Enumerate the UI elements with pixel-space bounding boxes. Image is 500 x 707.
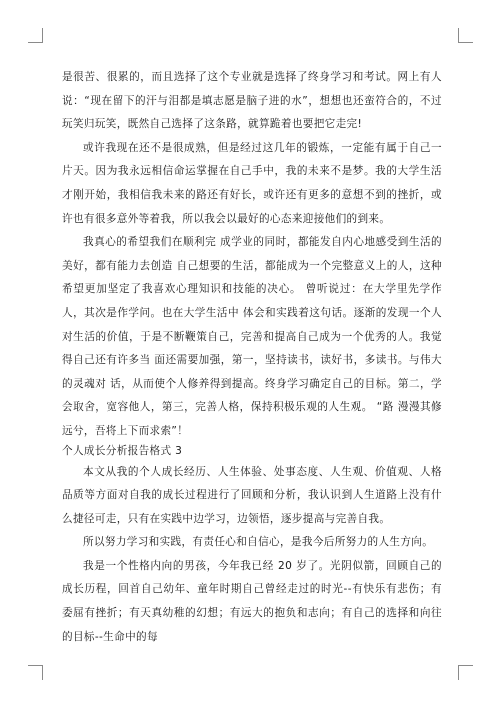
paragraph-4: 本文从我的个人成长经历、人生体验、处事态度、人生观、价值观、人格品质等方面对自我的成长过程进行了回顾和分析，我认识到人生道路上没有什么捷径可走，只有在实践中边学习，边领悟，逐步提高与完善自我。 — [62, 465, 442, 525]
paragraph-2: 或许我现在还不是很成熟，但是经过这几年的锻炼，一定能有属于自己一片天。因为我永远相信命运掌握在自己手中，我的未来不是梦。我的大学生活才刚开始，我相信我未来的路还有好长，或许还有更多的意想不到的挫折，或许也有很多意外等着我，所以我会以最好的心态来迎接他们的到来。 — [62, 141, 442, 225]
paragraph-5: 所以努力学习和实践，有责任心和自信心，是我今后所努力的人生方向。 — [83, 536, 434, 549]
crop-mark-top-right — [458, 28, 473, 43]
paragraph-6: 我是一个性格内向的男孩，今年我已经 20 岁了。光阴似箭，回顾自己的成长历程，回首自己幼年、童年时期自己曾经走过的时光--有快乐有悲伤；有委屈有挫折；有天真幼稚的幻想；有远大的抱负和志向；有自己的选择和向往的目标--生命中的每 — [62, 559, 442, 643]
crop-mark-top-left — [28, 28, 43, 43]
paragraph-1: 是很苦、很累的，而且选择了这个专业就是选择了终身学习和考试。网上有人说：“现在留下的汗与泪都是填志愿是脑子进的水”，想想也还蛮符合的，不过玩笑归玩笑，既然自己选择了这条路，就算跪着也要把它走完! — [62, 71, 442, 131]
document-body — [62, 66, 442, 649]
crop-mark-bottom-right — [458, 665, 473, 680]
paragraph-3: 我真心的希望我们在顺利完 成学业的同时，都能发自内心地感受到生活的美好，都有能力去创造 自己想要的生活，都能成为一个完整意义上的人，这种希望更加坚定了我喜欢心理知识和技能的决心。 曾听说过：在大学里先学作人，其次是作学问。也在大学生活中 体会和实践着这句话。逐渐的发现一个人对生活的价值，于是不断鞭策自己，完善和提高自己成为一个优秀的人。我觉得自己还有许多当 面还需要加强，第一，坚持读书，读好书，多读书。与伟大的灵魂对 话，从而使个人修养得到提高。终身学习确定自己的目标。第二，学 会取舍，宽容他人，第三，完善人格，保持积极乐观的人生观。 “路 漫漫其修远兮，吾将上下而求索”！ — [62, 236, 442, 437]
section-heading: 个人成长分析报告格式 3 — [62, 444, 183, 457]
crop-mark-bottom-left — [28, 665, 43, 680]
